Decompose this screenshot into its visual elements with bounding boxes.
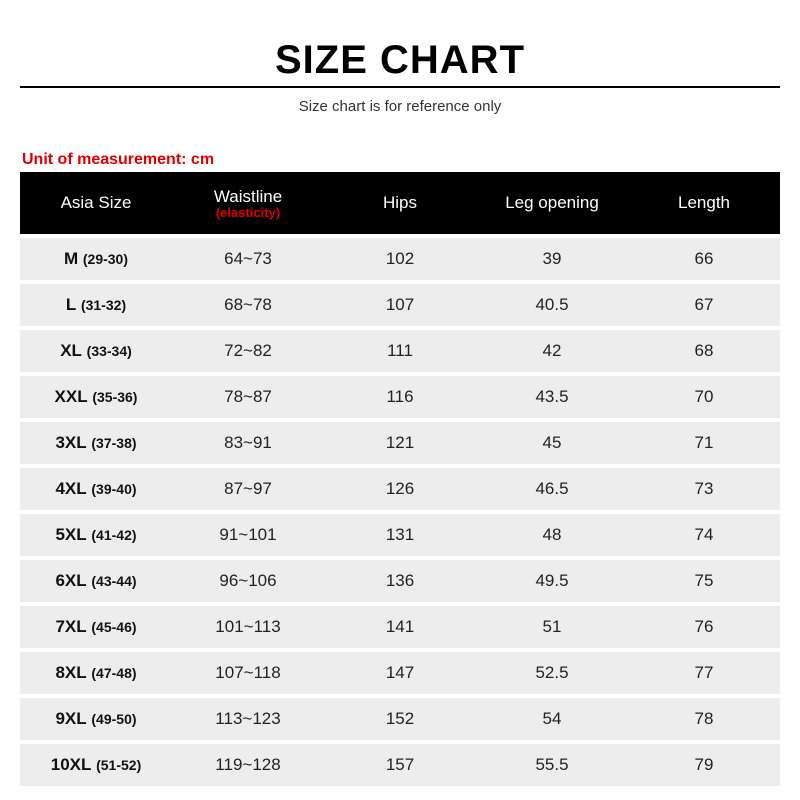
- waist-cell: 72~82: [224, 341, 272, 360]
- size-cell: [20, 330, 172, 372]
- hips-cell: 126: [385, 479, 415, 498]
- size-label: 4XL: [55, 479, 87, 498]
- hips-cell: 111: [387, 341, 413, 360]
- table-row: [20, 698, 780, 740]
- waist-cell: 87~97: [224, 479, 272, 498]
- table-row: [20, 652, 780, 694]
- table-row: [20, 514, 780, 556]
- size-cell: [20, 514, 172, 556]
- size-label: XL: [60, 341, 82, 360]
- size-range: (49-50): [91, 711, 137, 727]
- size-label: 5XL: [55, 525, 87, 544]
- hips-cell: 147: [385, 663, 415, 682]
- size-range: (43-44): [91, 573, 137, 589]
- size-label: 8XL: [55, 663, 87, 682]
- waist-cell: 91~101: [219, 525, 277, 544]
- leg-cell: 39: [542, 249, 562, 268]
- hips-cell: 107: [385, 295, 415, 314]
- size-range: (37-38): [91, 435, 137, 451]
- table-row: [20, 560, 780, 602]
- size-cell: [20, 698, 172, 740]
- table-row: [20, 606, 780, 648]
- header-leg-opening-label: Leg opening: [505, 193, 599, 212]
- unit-note: Unit of measurement: cm: [22, 151, 215, 168]
- size-range: (33-34): [86, 343, 132, 359]
- size-table: [20, 172, 780, 790]
- size-label: 6XL: [55, 571, 87, 590]
- length-cell: 74: [694, 525, 714, 544]
- size-label: 10XL: [50, 755, 92, 774]
- length-cell: 70: [694, 387, 714, 406]
- length-cell: 78: [694, 709, 714, 728]
- length-cell: 66: [694, 249, 714, 268]
- table-row: [20, 744, 780, 786]
- size-label: 7XL: [55, 617, 87, 636]
- hips-cell: 131: [385, 525, 415, 544]
- leg-cell: 54: [542, 709, 562, 728]
- header-hips: [324, 172, 476, 234]
- header-hips-label: Hips: [382, 193, 417, 212]
- hips-cell: 121: [385, 433, 415, 452]
- size-label: M: [63, 249, 79, 268]
- waist-cell: 64~73: [224, 249, 272, 268]
- size-range: (31-32): [80, 297, 127, 313]
- size-range: (41-42): [91, 527, 137, 543]
- size-cell: [20, 376, 172, 418]
- leg-cell: 42: [542, 341, 562, 360]
- size-range: (51-52): [96, 757, 142, 773]
- header-length: [628, 172, 780, 234]
- leg-cell: 52.5: [535, 663, 569, 682]
- size-range: (29-30): [82, 251, 129, 267]
- leg-cell: 43.5: [535, 387, 569, 406]
- leg-cell: 45: [542, 433, 562, 452]
- length-cell: 71: [694, 433, 714, 452]
- leg-cell: 51: [542, 617, 562, 636]
- size-range: (47-48): [91, 665, 137, 681]
- size-cell: [20, 606, 172, 648]
- hips-cell: 152: [385, 709, 415, 728]
- subtitle: Size chart is for reference only: [298, 98, 502, 115]
- header-leg-opening: [476, 172, 628, 234]
- header-waistline: [172, 172, 324, 234]
- hips-cell: 157: [385, 755, 415, 774]
- size-range: (35-36): [92, 389, 138, 405]
- title-divider: [20, 86, 780, 88]
- leg-cell: 49.5: [535, 571, 569, 590]
- table-row: [20, 284, 780, 326]
- size-cell: [20, 468, 172, 510]
- waist-cell: 96~106: [219, 571, 277, 590]
- header-length-label: Length: [678, 193, 730, 212]
- leg-cell: 48: [542, 525, 562, 544]
- table-body: [20, 238, 780, 786]
- size-cell: [20, 652, 172, 694]
- leg-cell: 40.5: [535, 295, 569, 314]
- table-row: [20, 376, 780, 418]
- length-cell: 76: [694, 617, 714, 636]
- header-waistline-label: Waistline: [213, 186, 283, 206]
- waist-cell: 113~123: [215, 709, 281, 728]
- size-cell: [20, 284, 172, 326]
- waist-cell: 68~78: [224, 295, 272, 314]
- header-asia-size-label: Asia Size: [60, 193, 132, 212]
- waist-cell: 83~91: [224, 433, 272, 452]
- size-label: 3XL: [55, 433, 87, 452]
- size-range: (39-40): [91, 481, 137, 497]
- hips-cell: 141: [385, 617, 415, 636]
- size-label: 9XL: [55, 709, 87, 728]
- size-cell: [20, 422, 172, 464]
- hips-cell: 102: [385, 249, 415, 268]
- hips-cell: 136: [385, 571, 415, 590]
- hips-cell: 116: [386, 387, 414, 406]
- waist-cell: 78~87: [224, 387, 272, 406]
- waist-cell: 119~128: [215, 755, 281, 774]
- header-waistline-note: (elasticity): [215, 204, 281, 220]
- waist-cell: 107~118: [215, 663, 281, 682]
- length-cell: 67: [694, 295, 714, 314]
- size-cell: [20, 744, 172, 786]
- size-label: XXL: [54, 387, 88, 406]
- size-range: (45-46): [91, 619, 137, 635]
- size-label: L: [65, 295, 77, 314]
- length-cell: 77: [694, 663, 714, 682]
- table-row: [20, 330, 780, 372]
- page-title: SIZE CHART: [275, 38, 525, 82]
- size-cell: [20, 560, 172, 602]
- table-header: [20, 172, 780, 234]
- leg-cell: 55.5: [535, 755, 569, 774]
- header-asia-size: [20, 172, 172, 234]
- table-row: [20, 468, 780, 510]
- leg-cell: 46.5: [535, 479, 569, 498]
- waist-cell: 101~113: [215, 617, 281, 636]
- table-row: [20, 422, 780, 464]
- table-row: [20, 238, 780, 280]
- size-cell: [20, 238, 172, 280]
- length-cell: 68: [694, 341, 714, 360]
- length-cell: 79: [694, 755, 714, 774]
- length-cell: 75: [694, 571, 714, 590]
- length-cell: 73: [694, 479, 714, 498]
